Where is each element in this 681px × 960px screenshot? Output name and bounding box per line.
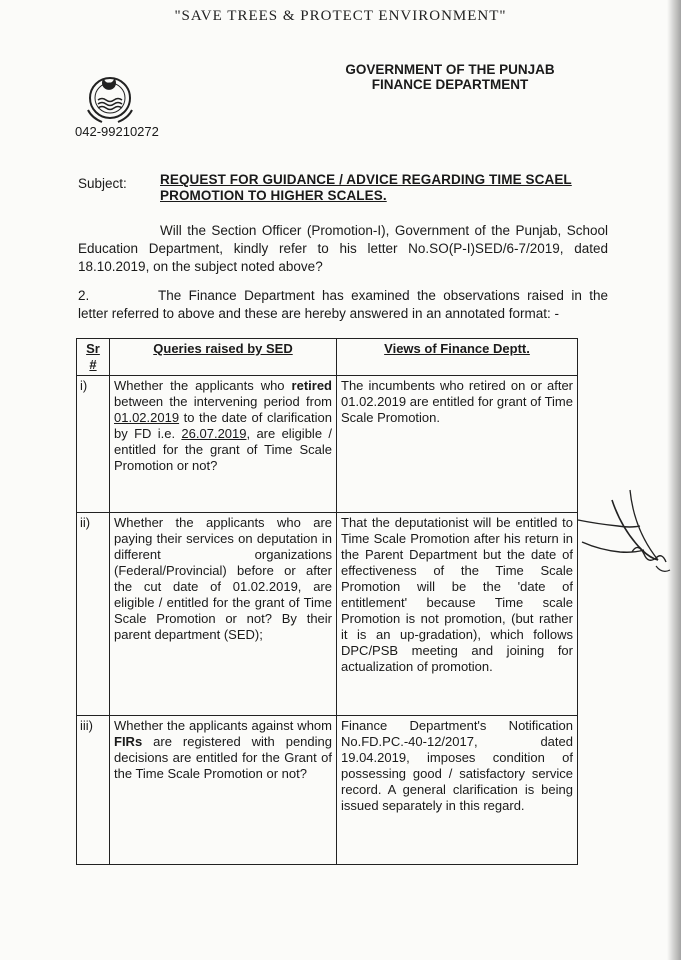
handwritten-signature-icon xyxy=(572,480,681,610)
subject-text: REQUEST FOR GUIDANCE / ADVICE REGARDING TIME SCAEL PROMOTION TO HIGHER SCALES. xyxy=(160,172,572,203)
paragraph-number: 2. xyxy=(78,288,90,303)
motto-banner: "SAVE TREES & PROTECT ENVIRONMENT" xyxy=(174,8,507,24)
table-header-row xyxy=(77,339,578,376)
header-sr: Sr # xyxy=(77,339,110,376)
query-cell: Whether the applicants who retired between the intervening period from 01.02.2019 to the date of clarification by FD i.e. 26.07.2019, are eligible / entitled for the grant of Time Scale Promotion or not? xyxy=(110,376,337,513)
row-number: ii) xyxy=(77,513,110,716)
table-row xyxy=(77,513,578,716)
department-line: FINANCE DEPARTMENT xyxy=(371,77,529,92)
view-cell: The incumbents who retired on or after 01.02.2019 are entitled for grant of Time Scale Promotion. xyxy=(337,376,578,513)
annotated-table xyxy=(76,338,578,865)
row-number: iii) xyxy=(77,716,110,865)
query-cell: Whether the applicants against whom FIRs are registered with pending decisions are entitled for the Grant of the Time Scale Promotion or not? xyxy=(110,716,337,865)
header-queries: Queries raised by SED xyxy=(110,339,337,376)
government-heading xyxy=(330,62,570,92)
table-row xyxy=(77,376,578,513)
view-cell: That the deputationist will be entitled to Time Scale Promotion after his return in the Parent Department but the date of effectiveness of the Time Scale Promotion will be the 'date of entitlement' because Time scale Promotion is not promotion, (but rather it is an up-gradation), which follows DPC/PSB meeting and joining for actualization of promotion. xyxy=(337,513,578,716)
paragraph-2 xyxy=(78,287,608,323)
page-edge-shadow xyxy=(667,0,681,960)
header-views: Views of Finance Deptt. xyxy=(337,339,578,376)
row-number: i) xyxy=(77,376,110,513)
table-row xyxy=(77,716,578,865)
phone-number: 042-99210272 xyxy=(75,124,159,139)
paragraph-2-text: The Finance Department has examined the observations raised in the letter referred to above and these are hereby answered in an annotated format: - xyxy=(78,288,608,321)
punjab-seal-icon xyxy=(80,66,140,126)
paragraph-1: Will the Section Officer (Promotion-I), Government of the Punjab, School Education Department, kindly refer to his letter No.SO(P-I)SED/6-7/2019, dated 18.10.2019, on the subject noted above? xyxy=(78,223,608,274)
query-cell: Whether the applicants who are paying their services on deputation in different organizations (Federal/Provincial) before or after the cut date of 01.02.2019, are eligible / entitled for the grant of Time Scale Promotion or not? By their parent department (SED); xyxy=(110,513,337,716)
government-line: GOVERNMENT OF THE PUNJAB xyxy=(345,62,555,77)
view-cell: Finance Department's Notification No.FD.PC.-40-12/2017, dated 19.04.2019, imposes condition of possessing good / satisfactory service record. A general clarification is being issued separately in this regard. xyxy=(337,716,578,865)
subject-label: Subject: xyxy=(78,176,127,191)
